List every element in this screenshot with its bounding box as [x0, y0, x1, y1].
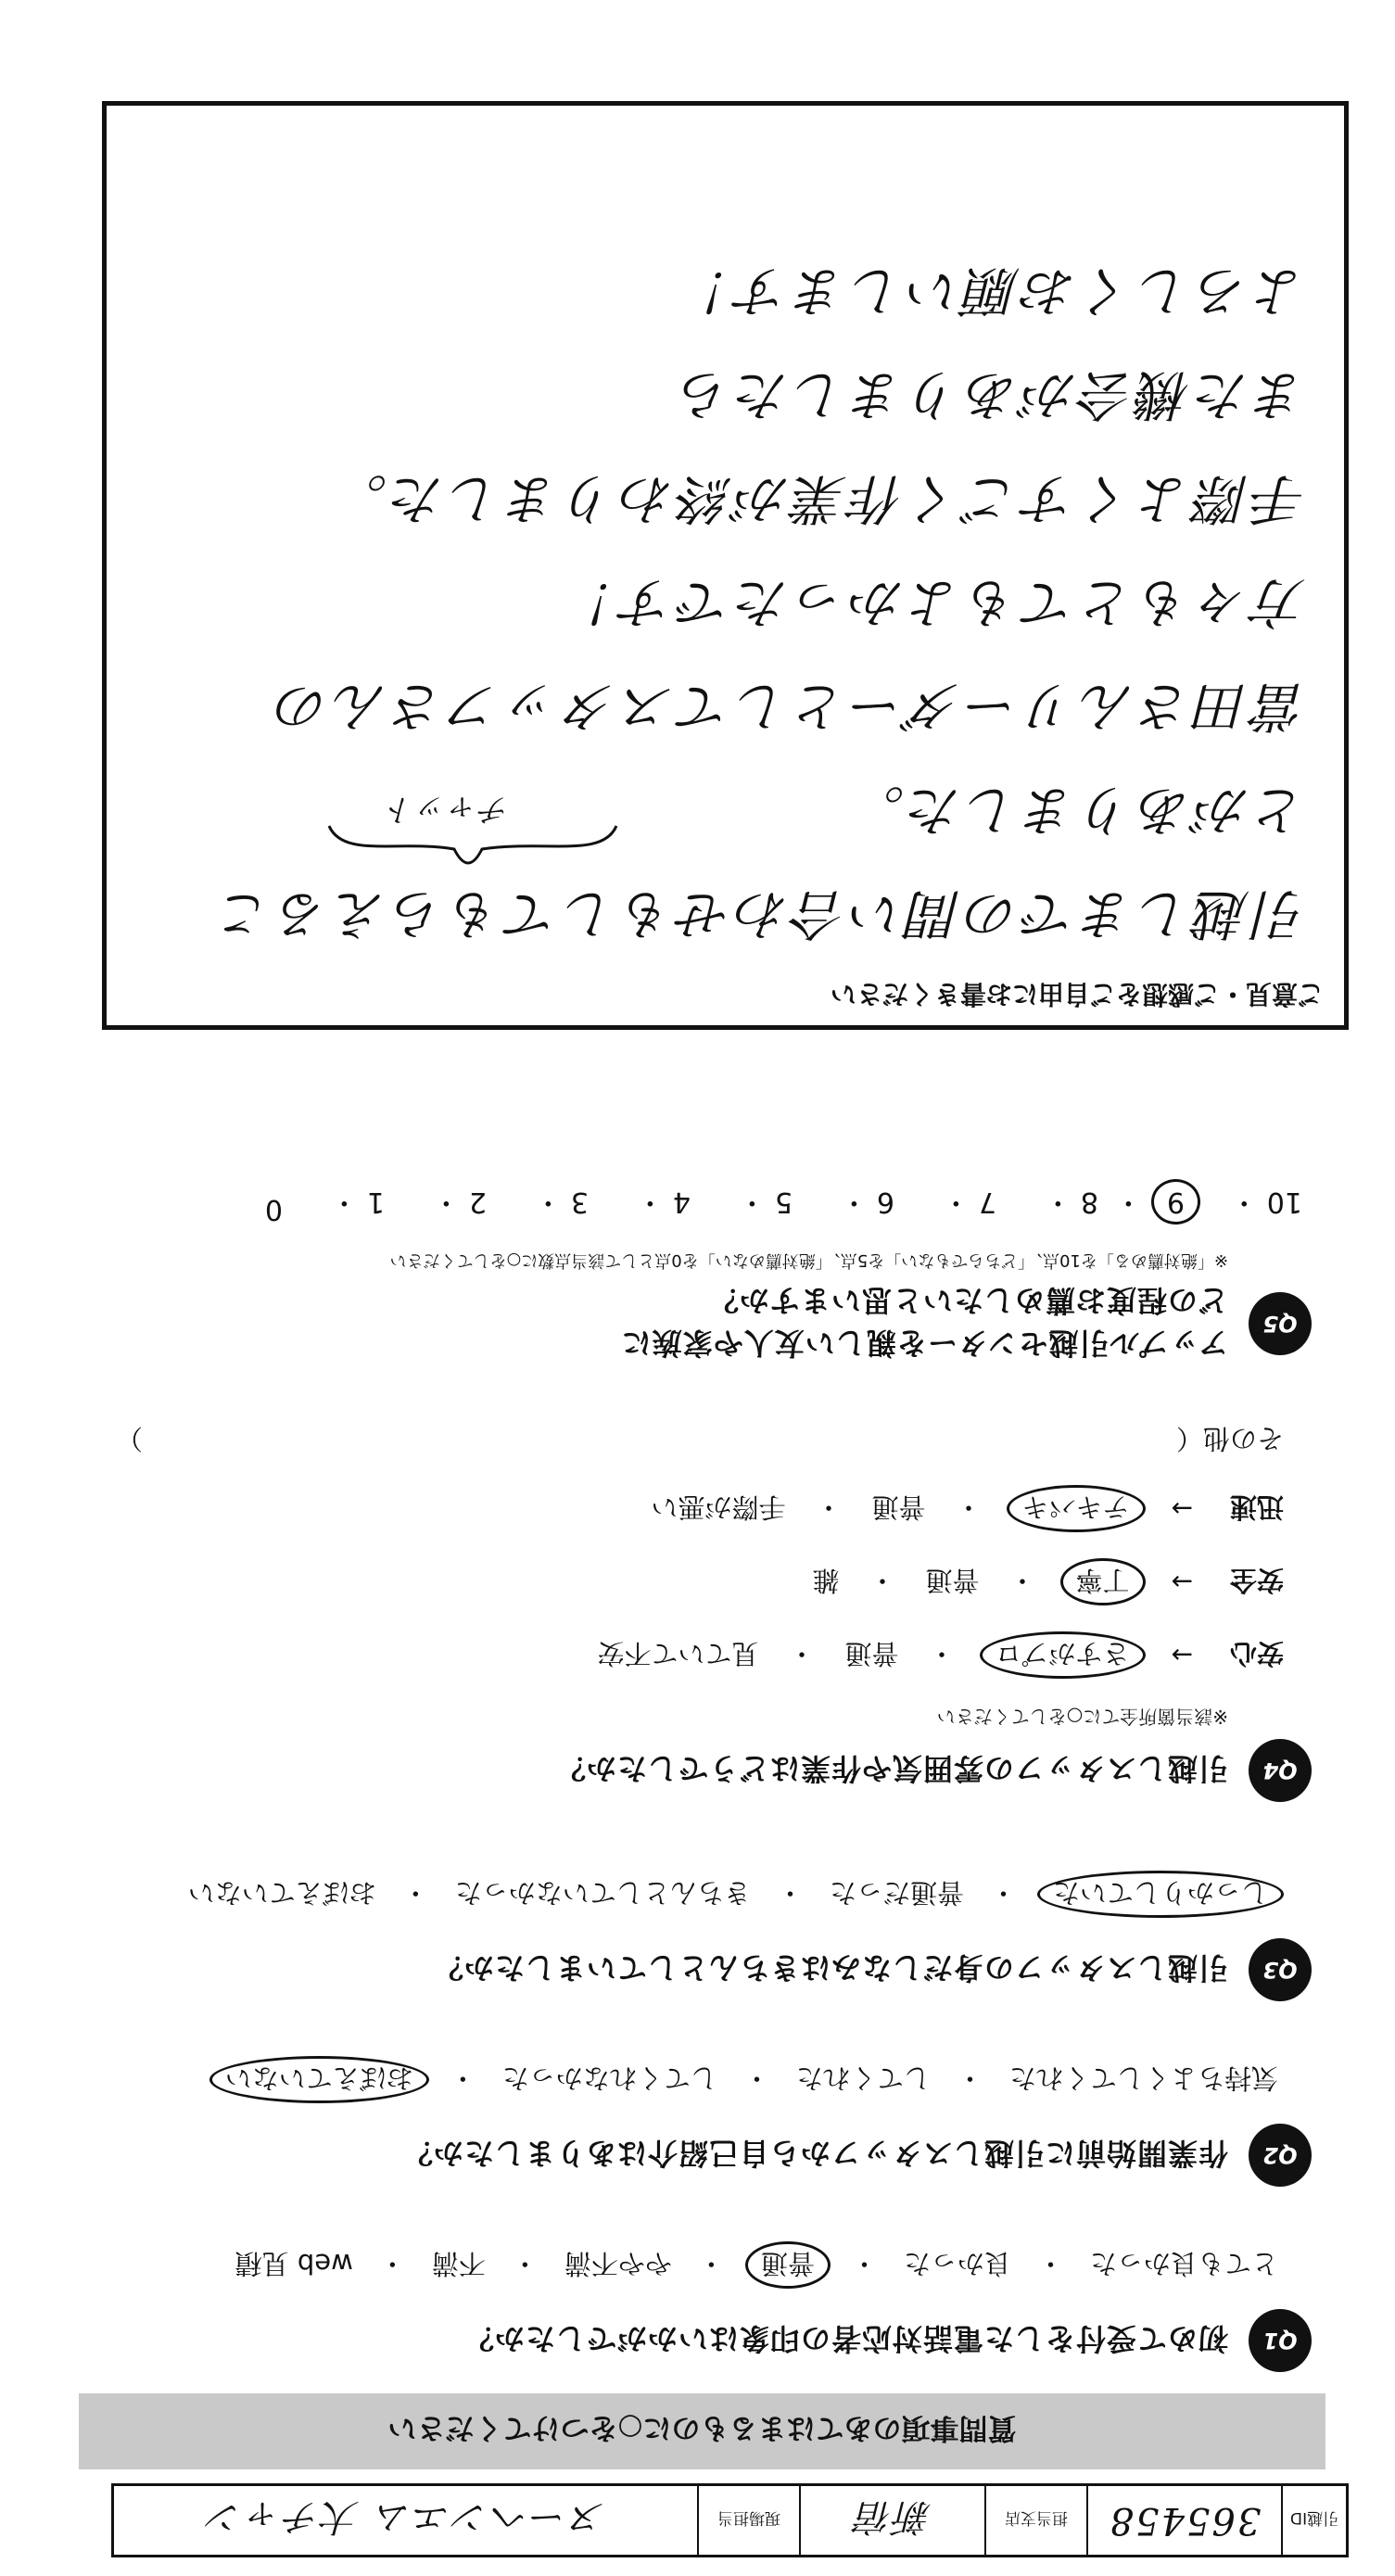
q2-option-2[interactable]: してくれた — [795, 2062, 931, 2094]
q2-option-1[interactable]: 気持ちよくしてくれた — [1008, 2062, 1278, 2094]
q4-row-3-option-2[interactable]: 普通 — [871, 1491, 926, 1523]
question-4 — [79, 1421, 1312, 1802]
branch-label: 担当支店 — [984, 2486, 1086, 2555]
q3-text: 引越しスタッフの身だしなみはきちんとしていましたか？ — [432, 1950, 1228, 1986]
q4-row-3: 迅速 → テキパキ ・ 普通 ・ 手際が悪い — [79, 1485, 1284, 1532]
arrow-right-icon: → — [1171, 1493, 1193, 1524]
q4-row-1: 安心 → さすがプロ ・ 普通 ・ 見ていて不安 — [79, 1631, 1284, 1679]
q2-badge: Q2 — [1249, 2124, 1312, 2187]
comment-line-1: 引越しまでの間い合わせもしてもらえるこ — [214, 882, 1307, 945]
q5-score-3[interactable]: 3 ・ — [534, 1186, 589, 1218]
q4-row-2-option-1-selected[interactable]: 丁寧 — [1060, 1558, 1146, 1605]
leader-value: ヌーヘンエム 大チャン — [204, 2495, 607, 2539]
q4-note: ※該当箇所全てに○をしてください — [936, 1706, 1228, 1728]
comment-line-7: よろしくお願いします！ — [674, 260, 1307, 323]
q5-note: ※「絶対薦める」を10点、「どちらでもない」を5点、「絶対薦めない」を0点として該当点数に○をしてください — [389, 1250, 1228, 1270]
leader-label: 現場担当 — [697, 2486, 799, 2555]
header-table — [111, 2483, 1349, 2557]
q5-score-4[interactable]: 4 ・ — [636, 1186, 691, 1218]
q4-row-3-option-1-selected[interactable]: テキパキ — [1007, 1485, 1146, 1532]
arrow-right-icon: → — [1171, 1567, 1193, 1597]
q5-score-5[interactable]: 5 ・ — [738, 1186, 793, 1218]
q4-badge: Q4 — [1249, 1739, 1312, 1802]
move-id-label: 引越ID — [1281, 2486, 1346, 2555]
q4-row-2-option-3[interactable]: 雑 — [812, 1565, 840, 1596]
q2-option-3[interactable]: してくれなかった — [501, 2062, 717, 2094]
q4-row-1-option-1-selected[interactable]: さすがプロ — [980, 1631, 1146, 1679]
q1-option-4[interactable]: やや不満 — [564, 2248, 672, 2279]
q5-score-10[interactable]: 10 ・ — [1230, 1186, 1302, 1218]
q3-option-3[interactable]: きちんとしていなかった — [454, 1877, 751, 1909]
q5-text-line1: アップル引越センターを親しい友人や家族に — [620, 1326, 1228, 1361]
q2-text: 作業開始前に引越しスタッフから自己紹介はありましたか？ — [401, 2136, 1228, 2171]
q4-row-1-option-3[interactable]: 見ていて不安 — [597, 1638, 759, 1669]
instruction-banner: 質問事項のあてはまるものに○をつけてください — [79, 2393, 1325, 2469]
q4-row-1-option-2[interactable]: 普通 — [844, 1638, 899, 1669]
q5-text-line2: どの程度お薦めしたいと思いますか？ — [707, 1283, 1228, 1318]
comment-line-5: 手際よくすごく作業が終わりました。 — [329, 467, 1307, 530]
q5-score-0[interactable]: 0 — [264, 1193, 283, 1225]
q2-option-4-selected[interactable]: おぼえていない — [209, 2056, 429, 2103]
q4-row-1-label: 安心 — [1229, 1638, 1284, 1669]
q4-other-row — [116, 1421, 1284, 1459]
question-2: Q2 作業開始前に引越しスタッフから自己紹介はありましたか？ 気持ちよくしてくれた ・ してくれた ・ してくれなかった ・ おぼえていない — [79, 2056, 1312, 2187]
comment-line-2-text: とがありました。 — [846, 779, 1307, 842]
q4-row-2-option-2[interactable]: 普通 — [925, 1565, 980, 1596]
q5-scale — [79, 1185, 1302, 1225]
q3-badge: Q3 — [1249, 1938, 1312, 2001]
move-id-value: 365458 — [1086, 2486, 1281, 2555]
q4-text: 引越しスタッフの雰囲気や作業はどうでしたか？ — [554, 1751, 1228, 1786]
q3-option-4[interactable]: おぼえていない — [187, 1877, 376, 1909]
q5-score-2[interactable]: 2 ・ — [432, 1186, 487, 1218]
comment-box — [102, 101, 1349, 1030]
comment-line-3: 當田さんリーダーとしてスタッフさんの — [272, 675, 1307, 738]
q4-row-2: 安全 → 丁寧 ・ 普通 ・ 雑 — [79, 1558, 1284, 1605]
q4-other-label: その他（ — [1175, 1423, 1284, 1454]
q5-badge: Q5 — [1249, 1292, 1312, 1355]
q5-score-9-selected[interactable]: 9 ・ — [1098, 1185, 1200, 1225]
q1-text: 初めて受付をした電話対応者の印象はいかがでしたか？ — [463, 2321, 1228, 2356]
q1-option-5[interactable]: 不満 — [431, 2248, 486, 2279]
q5-score-6[interactable]: 6 ・ — [840, 1186, 894, 1218]
q1-option-3-selected[interactable]: 普通 — [745, 2241, 831, 2289]
branch-value: 新宿 — [799, 2486, 984, 2555]
question-1: Q1 初めて受付をした電話対応者の印象はいかがでしたか？ とても良かった ・ 良かった ・ 普通 ・ やや不満 ・ 不満 ・ web 見積 — [79, 2241, 1312, 2372]
q4-row-3-label: 迅速 — [1229, 1491, 1284, 1523]
q4-other-close: ） — [116, 1423, 144, 1454]
question-5 — [79, 1185, 1312, 1366]
comment-title: ご意見・ご感想をご自由にお書きください — [830, 979, 1324, 1009]
arrow-right-icon: → — [1171, 1640, 1193, 1670]
q1-option-6[interactable]: web 見積 — [235, 2248, 353, 2279]
q5-score-1[interactable]: 1 ・ — [330, 1186, 385, 1218]
comment-line-2 — [144, 758, 1307, 862]
q1-badge: Q1 — [1249, 2309, 1312, 2372]
q1-option-1[interactable]: とても良かった — [1089, 2248, 1278, 2279]
comment-line-6: また機会がありましたら — [674, 363, 1307, 426]
q5-score-7[interactable]: 7 ・ — [942, 1186, 996, 1218]
comment-line-4: 方々もとてもよかったです！ — [559, 571, 1307, 634]
q3-option-1-selected[interactable]: しっかりしていた — [1037, 1871, 1284, 1918]
q4-row-2-label: 安全 — [1229, 1565, 1284, 1596]
q3-option-2[interactable]: 普通だった — [829, 1877, 964, 1909]
q5-score-8[interactable]: 8 ・ — [1044, 1186, 1098, 1218]
caret-insert-note: チャット — [385, 791, 510, 828]
q1-option-2[interactable]: 良かった — [903, 2248, 1011, 2279]
question-3: Q3 引越しスタッフの身だしなみはきちんとしていましたか？ しっかりしていた ・ 普通だった ・ きちんとしていなかった ・ おぼえていない — [79, 1871, 1312, 2001]
q4-row-3-option-3[interactable]: 手際が悪い — [651, 1491, 786, 1523]
insert-brace-icon — [324, 821, 621, 877]
